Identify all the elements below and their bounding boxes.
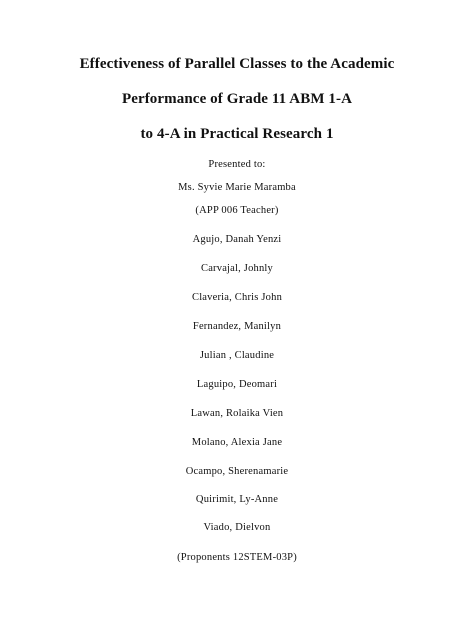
proponent-name: Lawan, Rolaika Vien: [190, 408, 284, 419]
teacher-name: Ms. Syvie Marie Maramba: [178, 182, 296, 193]
title-line-2: Performance of Grade 11 ABM 1-A: [121, 91, 353, 107]
proponents-label: (Proponents 12STEM-03P): [177, 552, 297, 563]
proponent-name: Carvajal, Johnly: [200, 263, 274, 274]
title-line-3: to 4-A in Practical Research 1: [140, 126, 334, 142]
proponent-name: Quirimit, Ly-Anne: [195, 494, 279, 505]
proponent-name: Claveria, Chris John: [191, 292, 283, 303]
proponent-name: Agujo, Danah Yenzi: [192, 234, 282, 245]
proponent-name: Viado, Dielvon: [203, 522, 271, 533]
proponent-name: Laguipo, Deomari: [196, 379, 278, 390]
title-line-1: Effectiveness of Parallel Classes to the Academic: [79, 56, 395, 72]
proponent-name: Molano, Alexia Jane: [191, 437, 283, 448]
proponent-name: Julian , Claudine: [199, 350, 275, 361]
teacher-role: (APP 006 Teacher): [195, 205, 279, 216]
proponent-name: Fernandez, Manilyn: [192, 321, 282, 332]
presented-to-label: Presented to:: [208, 159, 266, 170]
proponent-name: Ocampo, Sherenamarie: [185, 466, 289, 477]
